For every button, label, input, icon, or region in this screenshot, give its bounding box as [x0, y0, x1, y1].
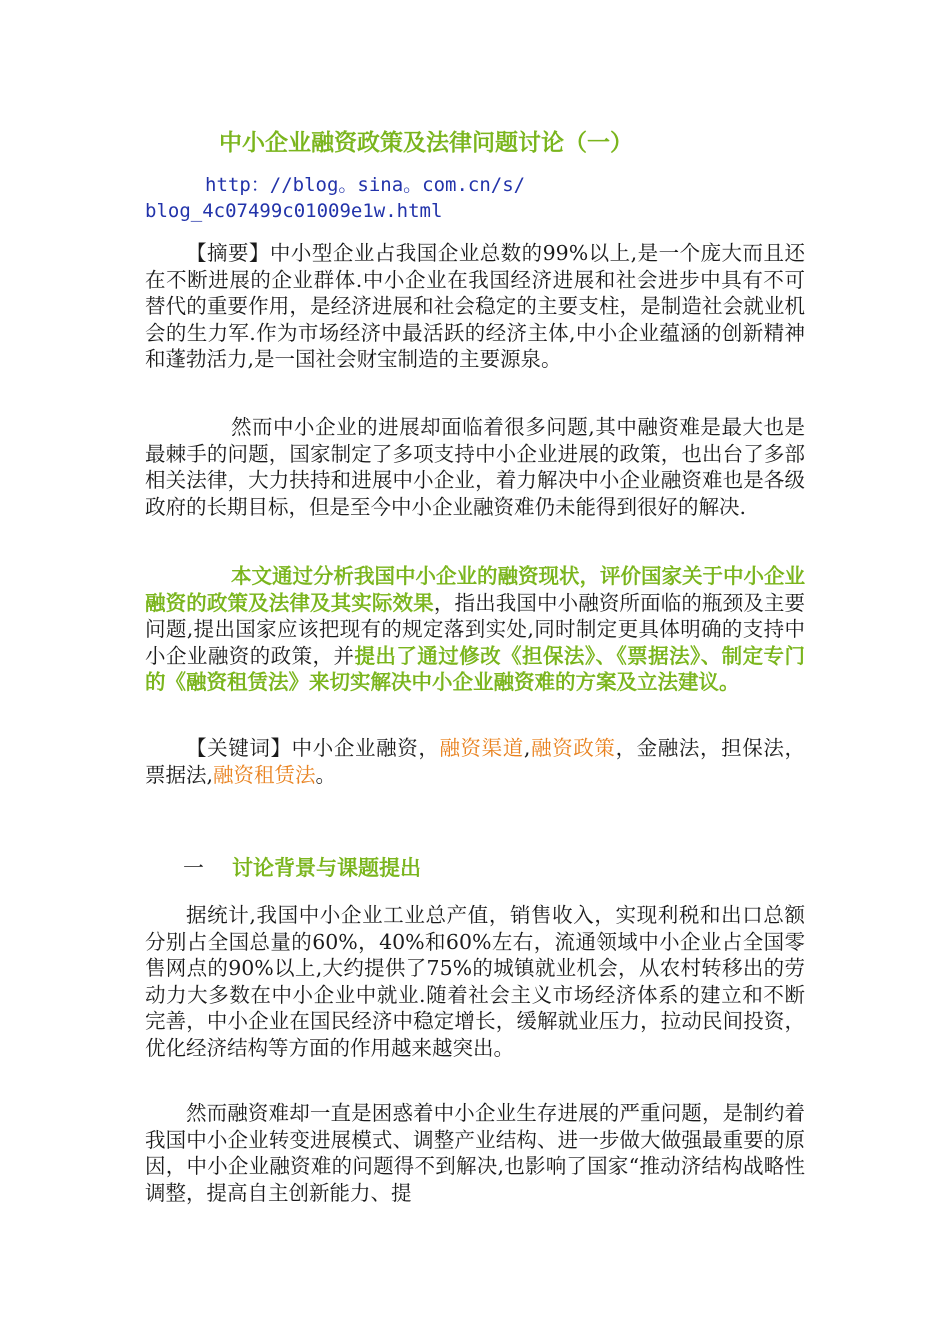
- source-url-line-2: blog_4c07499c01009e1w.html: [145, 200, 443, 222]
- source-url-line-1: http：//blog。sina。com.cn/s/: [205, 174, 526, 196]
- abstract-paragraph: 【摘要】中小型企业占我国企业总数的99%以上,是一个庞大而且还在不断进展的企业群体.中小企业在我国经济进展和社会进步中具有不可替代的重要作用，是经济进展和社会稳定的主要支柱，是制造社会就业机会的生力军.作为市场经济中最活跃的经济主体,中小企业蕴涵的创新精神和蓬勃活力,是一国社会财宝制造的主要源泉。: [145, 241, 805, 371]
- keyword-link-1[interactable]: 融资渠道: [439, 736, 524, 760]
- keywords-paragraph: [145, 735, 805, 788]
- body-paragraph-4: 据统计,我国中小企业工业总产值，销售收入，实现利税和出口总额分别占全国总量的60%，40%和60%左右，流通领域中小企业占全国零售网点的90%以上,大约提供了75%的城镇就业机会，从农村转移出的劳动力大多数在中小企业中就业.随着社会主义市场经济体系的建立和不断完善，中小企业在国民经济中稳定增长，缓解就业压力，拉动民间投资，优化经济结构等方面的作用越来越突出。: [145, 903, 805, 1060]
- document-title: 中小企业融资政策及法律问题讨论（一）: [219, 129, 633, 156]
- plain-text: ，指出我国中小融资所面临的瓶颈及主要问题,提出国家应该把现有的规定落到实处,同时制定更具体明确的支持中小企业融资的政策，并: [145, 590, 806, 668]
- keywords-end: 。: [315, 762, 337, 787]
- section-title: 讨论背景与课题提出: [232, 855, 421, 880]
- body-paragraph-3: [145, 563, 805, 696]
- keywords-plain: ，金融法，担保法，票据法,: [145, 736, 806, 787]
- keyword-separator: ,: [523, 736, 531, 760]
- keywords-label: 【关键词】中小企业融资，: [186, 736, 440, 760]
- section-heading: [183, 852, 421, 882]
- highlight-text-2: 提出了通过修改《担保法》、《票据法》、制定专门的《融资租赁法》来切实解决中小企业融资难的方案及立法建议。: [145, 643, 805, 694]
- section-number: 一: [183, 856, 204, 880]
- body-paragraph-2: 然而中小企业的进展却面临着很多问题,其中融资难是最大也是最棘手的问题，国家制定了多项支持中小企业进展的政策，也出台了多部相关法律，大力扶持和进展中小企业，着力解决中小企业融资难也是各级政府的长期目标，但是至今中小企业融资难仍未能得到很好的解决.: [145, 415, 805, 519]
- source-url[interactable]: [145, 172, 805, 224]
- keyword-link-2[interactable]: 融资政策: [530, 736, 616, 760]
- body-paragraph-5: 然而融资难却一直是困惑着中小企业生存进展的严重问题，是制约着我国中小企业转变进展模式、调整产业结构、进一步做大做强最重要的原因，中小企业融资难的问题得不到解决,也影响了国家“推动济结构战略性调整，提高自主创新能力、提: [145, 1101, 805, 1205]
- highlight-text-1: 本文通过分析我国中小企业的融资现状，评价国家关于中小企业融资的政策及法律及其实际效果: [145, 564, 805, 615]
- keyword-link-3[interactable]: 融资租赁法: [213, 762, 316, 787]
